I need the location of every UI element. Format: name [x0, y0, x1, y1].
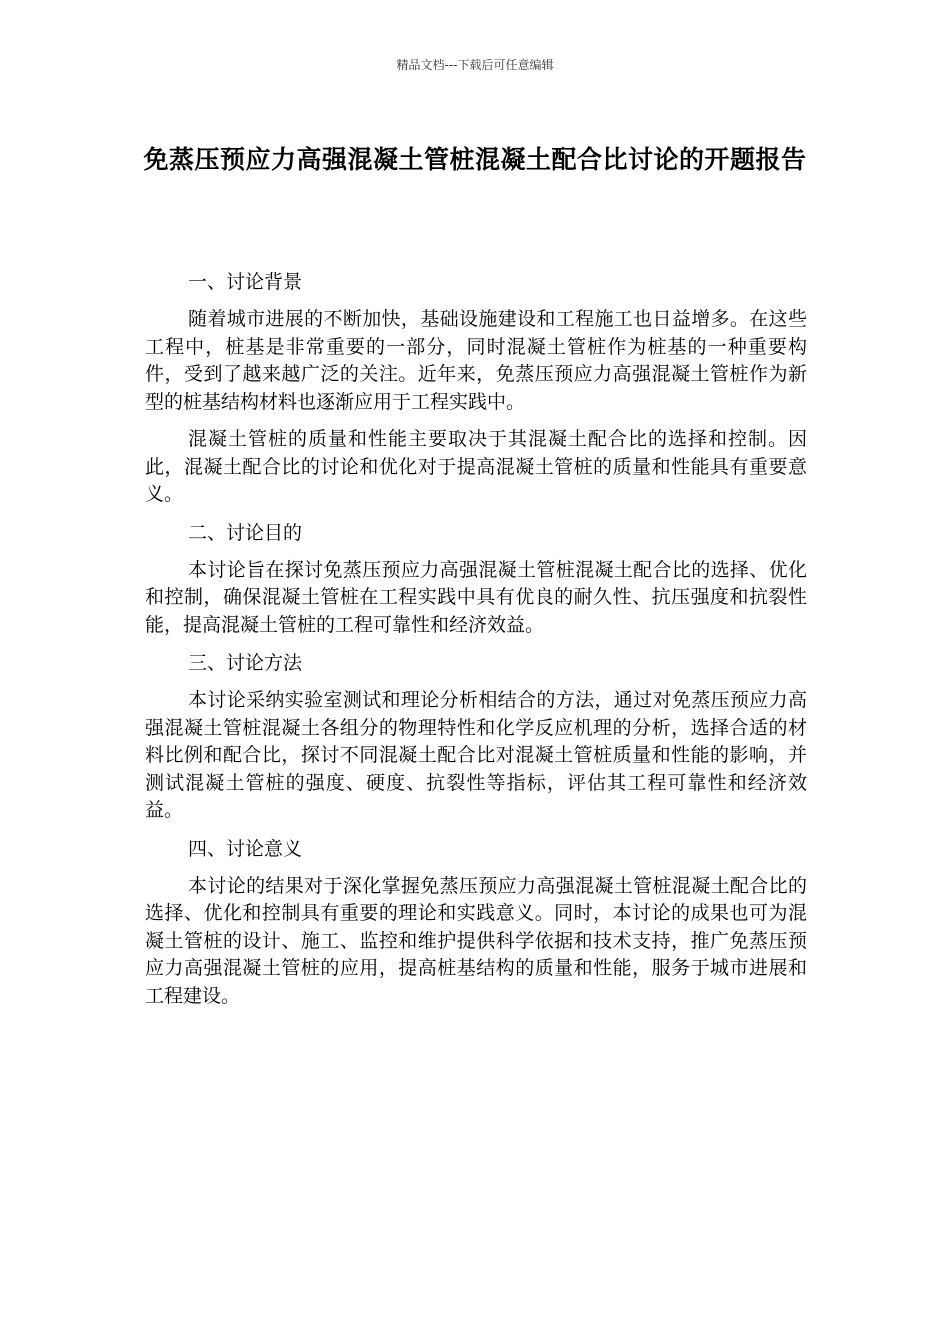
section-heading: 二、讨论目的 [188, 521, 303, 544]
paragraph: 本讨论旨在探讨免蒸压预应力高强混凝土管桩混凝土配合比的选择、优化和控制，确保混凝土管桩在工程实践中具有优良的耐久性、抗压强度和抗裂性能，提高混凝土管桩的工程可靠性和经济效益。 [145, 558, 807, 636]
document-body [145, 268, 807, 1020]
section-significance [145, 835, 807, 1011]
section-heading: 一、讨论背景 [188, 271, 303, 293]
section-purpose [145, 519, 807, 640]
section-method [145, 649, 807, 825]
section-heading: 三、讨论方法 [188, 652, 303, 674]
paragraph: 混凝土管桩的质量和性能主要取决于其混凝土配合比的选择和控制。因此，混凝土配合比的讨论和优化对于提高混凝土管桩的质量和性能具有重要意义。 [145, 428, 807, 505]
paragraph: 本讨论的结果对于深化掌握免蒸压预应力高强混凝土管桩混凝土配合比的选择、优化和控制具有重要的理论和实践意义。同时，本讨论的成果也可为混凝土管桩的设计、施工、监控和维护提供科学依据和技术支持，推广免蒸压预应力高强混凝土管桩的应用，提高桩基结构的质量和性能，服务于城市进展和工程建设。 [145, 874, 807, 1007]
document-title: 免蒸压预应力高强混凝土管桩混凝土配合比讨论的开题报告 [143, 145, 807, 174]
paragraph: 随着城市进展的不断加快，基础设施建设和工程施工也日益增多。在这些工程中，桩基是非常重要的一部分，同时混凝土管桩作为桩基的一种重要构件，受到了越来越广泛的关注。近年来，免蒸压预应力高强混凝土管桩作为新型的桩基结构材料也逐渐应用于工程实践中。 [145, 308, 807, 413]
section-background [145, 268, 807, 509]
page-header: 精品文档---下载后可任意编辑 [396, 58, 554, 72]
paragraph: 本讨论采纳实验室测试和理论分析相结合的方法，通过对免蒸压预应力高强混凝土管桩混凝土各组分的物理特性和化学反应机理的分析，选择合适的材料比例和配合比，探讨不同混凝土配合比对混凝土管桩质量和性能的影响，并测试混凝土管桩的强度、硬度、抗裂性等指标，评估其工程可靠性和经济效益。 [145, 689, 807, 821]
section-heading: 四、讨论意义 [188, 837, 303, 860]
